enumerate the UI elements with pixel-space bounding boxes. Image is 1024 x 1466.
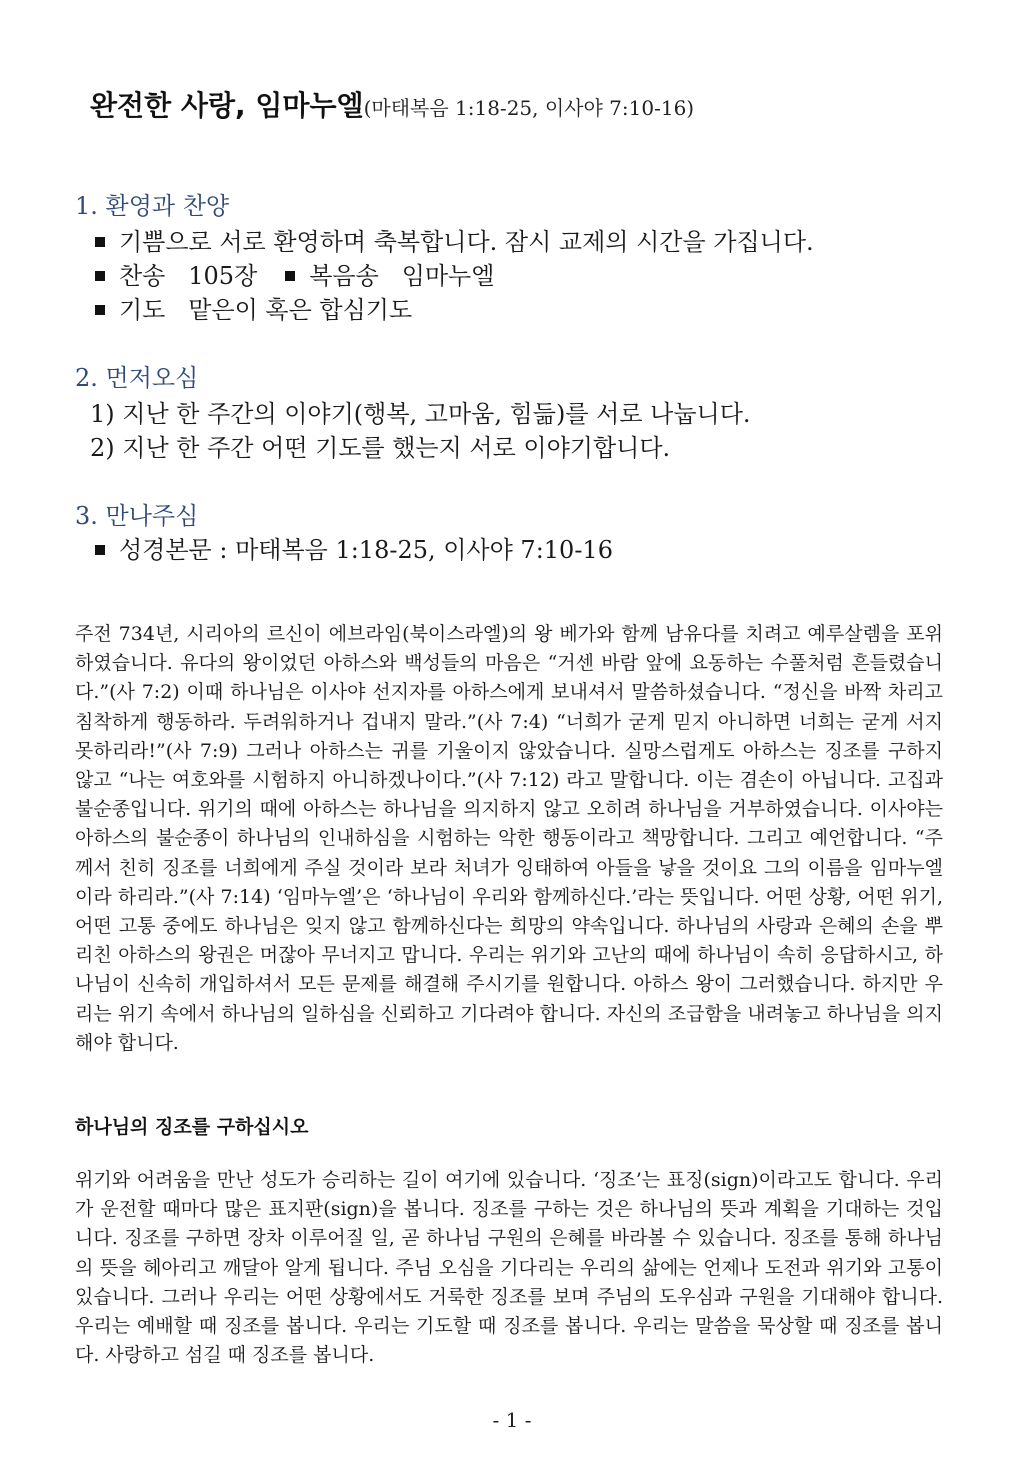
square-bullet-icon <box>95 305 105 315</box>
section-heading-first-coming: 2. 먼저오심 <box>75 364 199 392</box>
section-heading-welcome: 1. 환영과 찬양 <box>75 192 230 220</box>
square-bullet-icon <box>95 237 105 247</box>
document-title <box>90 84 694 124</box>
bullet-item <box>95 222 814 257</box>
bullet-text-scripture: 성경본문 : 마태복음 1:18-25, 이사야 7:10-16 <box>119 536 613 564</box>
title-main: 완전한 사랑, 임마누엘 <box>90 89 364 122</box>
numbered-item: 1) 지난 한 주간의 이야기(행복, 고마움, 힘듦)를 서로 나눕니다. <box>90 400 751 428</box>
section-heading-meeting: 3. 만나주심 <box>75 502 199 530</box>
body-paragraph: 위기와 어려움을 만난 성도가 승리하는 길이 여기에 있습니다. ‘징조’는 표징(sign)이라고도 합니다. 우리가 운전할 때마다 많은 표지판(sign)을 봅니다. 징조를 구하는 것은 하나님의 뜻과 계획을 기대하는 것입니다. 징조를 구하면 장차 이루어질 일, 곧 하나님 구원의 은혜를 바라볼 수 있습니다. 징조를 통해 하나님의 뜻을 헤아리고 깨달아 알게 됩니다. 주님 오심을 기다리는 우리의 삶에는 언제나 도전과 위기와 고통이 있습니다. 그러나 우리는 어떤 상황에서도 거룩한 징조를 보며 주님의 도우심과 구원을 기대해야 합니다. 우리는 예배할 때 징조를 봅니다. 우리는 기도할 때 징조를 봅니다. 우리는 말씀을 묵상할 때 징조를 봅니다. 사랑하고 섬길 때 징조를 봅니다. <box>75 1169 943 1367</box>
bullet-item <box>95 290 412 325</box>
bullet-text-hymn: 찬송 105장 <box>119 262 258 290</box>
square-bullet-icon <box>285 271 295 281</box>
bullet-text-gospel-song: 복음송 임마누엘 <box>309 262 495 290</box>
bullet-item <box>95 530 613 565</box>
title-reference: (마태복음 1:18-25, 이사야 7:10-16) <box>363 96 695 120</box>
bullet-item <box>95 256 494 291</box>
sub-heading: 하나님의 징조를 구하십시오 <box>75 1116 309 1138</box>
bullet-text: 기쁨으로 서로 환영하며 축복합니다. 잠시 교제의 시간을 가집니다. <box>119 228 814 256</box>
bullet-text: 기도 맡은이 혹은 합심기도 <box>119 296 413 324</box>
numbered-item: 2) 지난 한 주간 어떤 기도를 했는지 서로 이야기합니다. <box>90 434 671 462</box>
square-bullet-icon <box>95 545 105 555</box>
body-paragraph: 주전 734년, 시리아의 르신이 에브라임(북이스라엘)의 왕 베가와 함께 남유다를 치려고 예루살렘을 포위하였습니다. 유다의 왕이었던 아하스와 백성들의 마음은 “거센 바람 앞에 요동하는 수풀처럼 흔들렸습니다.”(사 7:2) 이때 하나님은 이사야 선지자를 아하스에게 보내셔서 말씀하셨습니다. “정신을 바짝 차리고 침착하게 행동하라. 두려워하거나 겁내지 말라.”(사 7:4) “너희가 굳게 믿지 아니하면 너희는 굳게 서지 못하리라!”(사 7:9) 그러나 아하스는 귀를 기울이지 않았습니다. 실망스럽게도 아하스는 징조를 구하지 않고 “나는 여호와를 시험하지 아니하겠나이다.”(사 7:12) 라고 말합니다. 이는 겸손이 아닙니다. 고집과 불순종입니다. 위기의 때에 아하스는 하나님을 의지하지 않고 오히려 하나님을 거부하였습니다. 이사야는 아하스의 불순종이 하나님의 인내하심을 시험하는 악한 행동이라고 책망합니다. 그리고 예언합니다. “주께서 친히 징조를 너희에게 주실 것이라 보라 처녀가 잉태하여 아들을 낳을 것이요 그의 이름을 임마누엘이라 하리라.”(사 7:14) ‘임마누엘’은 ‘하나님이 우리와 함께하신다.’라는 뜻입니다. 어떤 상황, 어떤 위기, 어떤 고통 중에도 하나님은 잊지 않고 함께하신다는 희망의 약속입니다. 하나님의 사랑과 은혜의 손을 뿌리친 아하스의 왕권은 머잖아 무너지고 맙니다. 우리는 위기와 고난의 때에 하나님이 속히 응답하시고, 하나님이 신속히 개입하셔서 모든 문제를 해결해 주시기를 원합니다. 아하스 왕이 그러했습니다. 하지만 우리는 위기 속에서 하나님의 일하심을 신뢰하고 기다려야 합니다. 자신의 조급함을 내려놓고 하나님을 의지해야 합니다. <box>75 623 943 1054</box>
page-number: - 1 - <box>492 1408 532 1432</box>
square-bullet-icon <box>95 271 105 281</box>
